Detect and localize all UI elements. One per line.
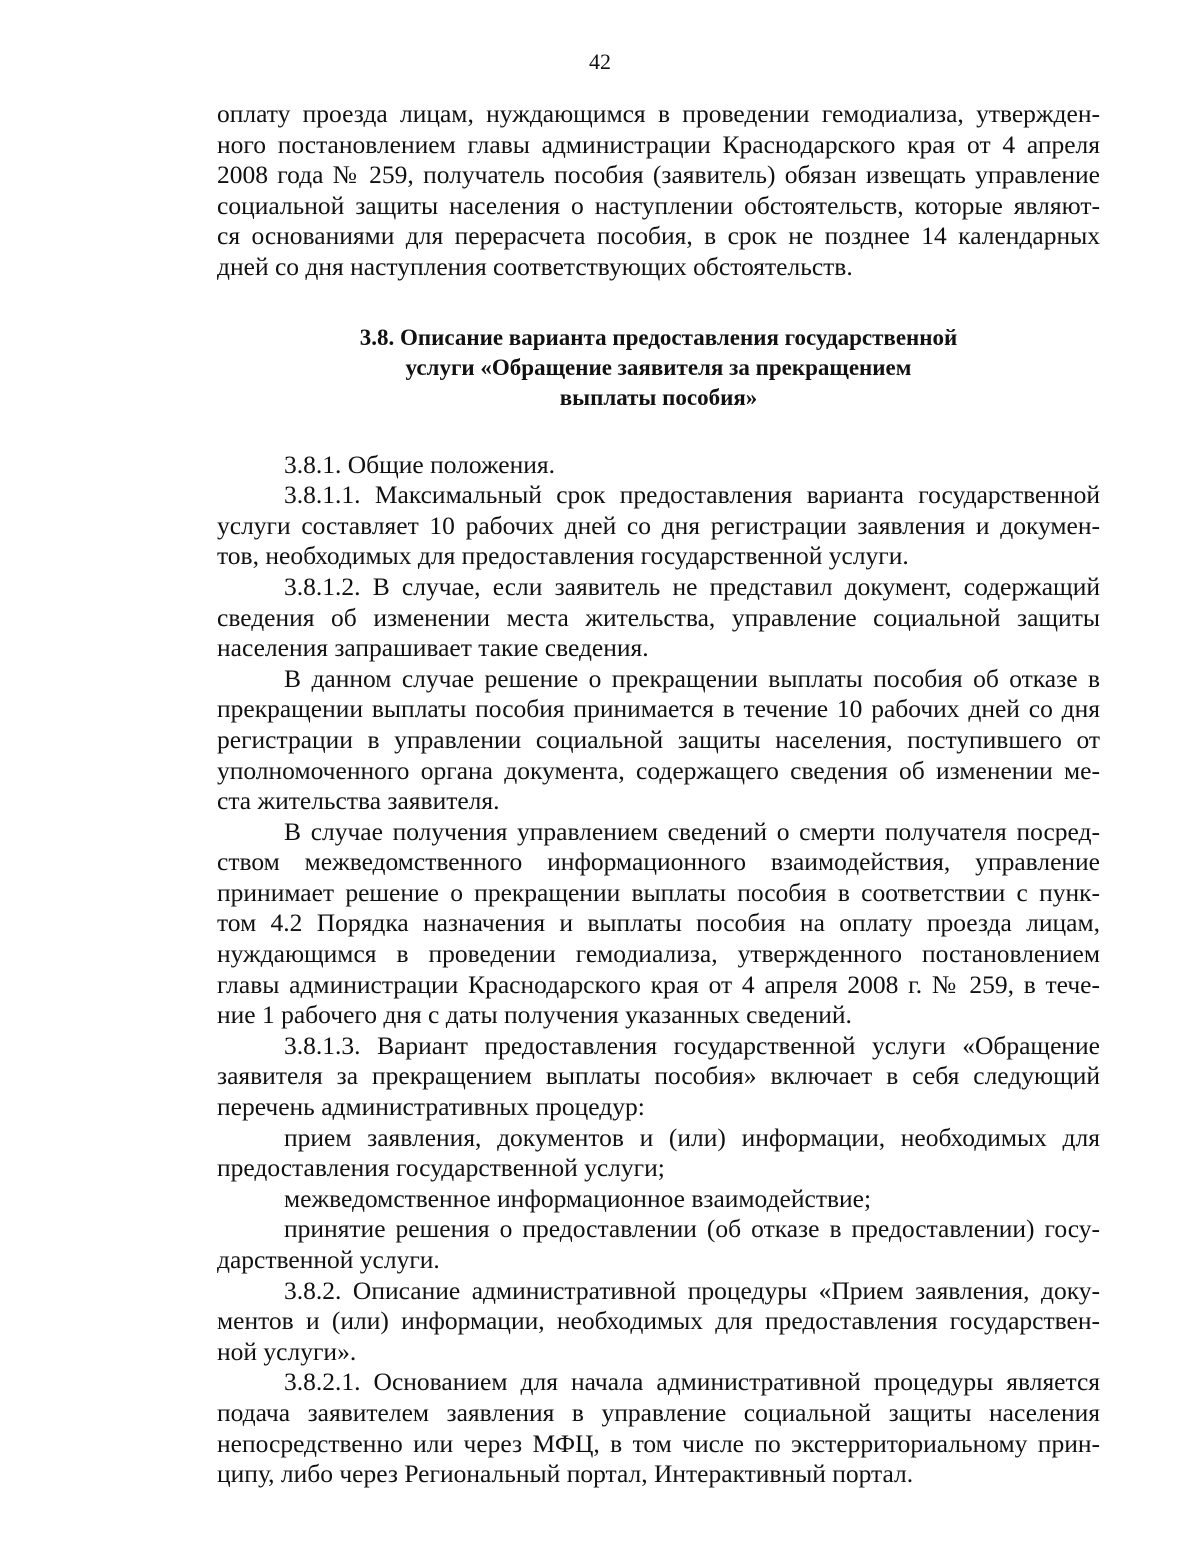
text-line: ние 1 рабочего дня с даты получения указанных сведений. [217,1000,852,1030]
heading-line: выплаты пособия» [559,384,758,410]
heading-line: 3.8. Описание варианта предоставления государственной [359,324,958,350]
text-line: предоставления государственной услуги; [217,1153,665,1183]
paragraph-decision-case [217,664,1100,817]
document-body [217,99,1100,1490]
paragraph-3-8-1-3 [217,1031,1100,1123]
section-heading [217,323,1100,413]
text-line: населения запрашивает такие сведения. [217,633,649,663]
text-line: В данном случае решение о прекращении выплаты пособия об отказе в [284,663,1100,693]
paragraph-3-8-2 [217,1276,1100,1368]
page-number: 42 [589,49,611,74]
paragraph-3-8-1-1 [217,480,1100,572]
text-line: принимает решение о прекращении выплаты пособия в соответствии с пунк- [217,877,1100,907]
text-line: дней со дня наступления соответствующих обстоятельств. [217,251,853,281]
text-line: непосредственно или через МФЦ, в том числе по экстерриториальному прин- [217,1428,1100,1458]
text-line: регистрации в управлении социальной защиты населения, поступившего от [217,724,1100,754]
text-line: ся основаниями для перерасчета пособия, в срок не позднее 14 календарных [217,221,1100,251]
text-line: сведения об изменении места жительства, управление социальной защиты [217,602,1100,632]
text-line: 3.8.1. Общие положения. [284,449,556,479]
text-line: прекращении выплаты пособия принимается в течение 10 рабочих дней со дня [217,694,1100,724]
text-line: услуги составляет 10 рабочих дней со дня регистрации заявления и докумен- [217,510,1100,540]
text-line: ципу, либо через Региональный портал, Интерактивный портал. [217,1459,914,1489]
paragraph-3-8-2-1 [217,1367,1100,1489]
paragraph-3-8-1-2 [217,572,1100,664]
text-line: ментов и (или) информации, необходимых для предоставления государствен- [217,1306,1100,1336]
text-line: межведомственное информационное взаимодействие; [284,1183,872,1213]
procedure-item-interagency [217,1184,1100,1215]
intro-paragraph [217,99,1100,283]
text-line: прием заявления, документов и (или) информации, необходимых для [284,1122,1100,1152]
text-line: перечень административных процедур: [217,1092,645,1122]
text-line: заявителя за прекращением выплаты пособия» включает в себя следующий [217,1061,1100,1091]
text-line: дарственной услуги. [217,1245,440,1274]
text-line: подача заявителем заявления в управление социальной защиты населения [217,1397,1100,1427]
text-line: том 4.2 Порядка назначения и выплаты пособия на оплату проезда лицам, [217,908,1100,938]
text-line: оплату проезда лицам, нуждающимся в проведении гемодиализа, утвержден- [217,99,1100,128]
text-line: главы администрации Краснодарского края от 4 апреля 2008 г. № 259, в тече- [217,969,1100,999]
paragraph-death-information [217,817,1100,1031]
text-line: 3.8.1.3. Вариант предоставления государственной услуги «Обращение [284,1030,1100,1060]
heading-line: услуги «Обращение заявителя за прекращением [405,354,912,380]
text-line: 2008 года № 259, получатель пособия (заявитель) обязан извещать управление [217,160,1100,190]
text-line: тов, необходимых для предоставления государственной услуги. [217,541,909,571]
text-line: ством межведомственного информационного взаимодействия, управление [217,847,1100,877]
text-line: 3.8.2.1. Основанием для начала административной процедуры является [284,1367,1100,1397]
text-line: 3.8.1.1. Максимальный срок предоставления варианта государственной [284,480,1100,510]
text-line: В случае получения управлением сведений о смерти получателя посред- [284,816,1100,846]
text-line: ной услуги». [217,1336,357,1366]
paragraph-general-provisions [217,450,1100,481]
text-line: принятие решения о предоставлении (об отказе в предоставлении) госу- [284,1214,1100,1244]
text-line: 3.8.2. Описание административной процедуры «Прием заявления, доку- [284,1275,1100,1305]
text-line: социальной защиты населения о наступлении обстоятельств, которые являют- [217,190,1100,220]
text-line: нуждающимся в проведении гемодиализа, утвержденного постановлением [217,939,1100,969]
text-line: ного постановлением главы администрации Краснодарского края от 4 апреля [217,129,1100,159]
procedure-item-decision [217,1214,1100,1275]
procedure-item-reception [217,1123,1100,1184]
text-line: уполномоченного органа документа, содержащего сведения об изменении ме- [217,755,1100,785]
text-line: 3.8.1.2. В случае, если заявитель не представил документ, содержащий [284,571,1100,601]
text-line: ста жительства заявителя. [217,786,500,816]
